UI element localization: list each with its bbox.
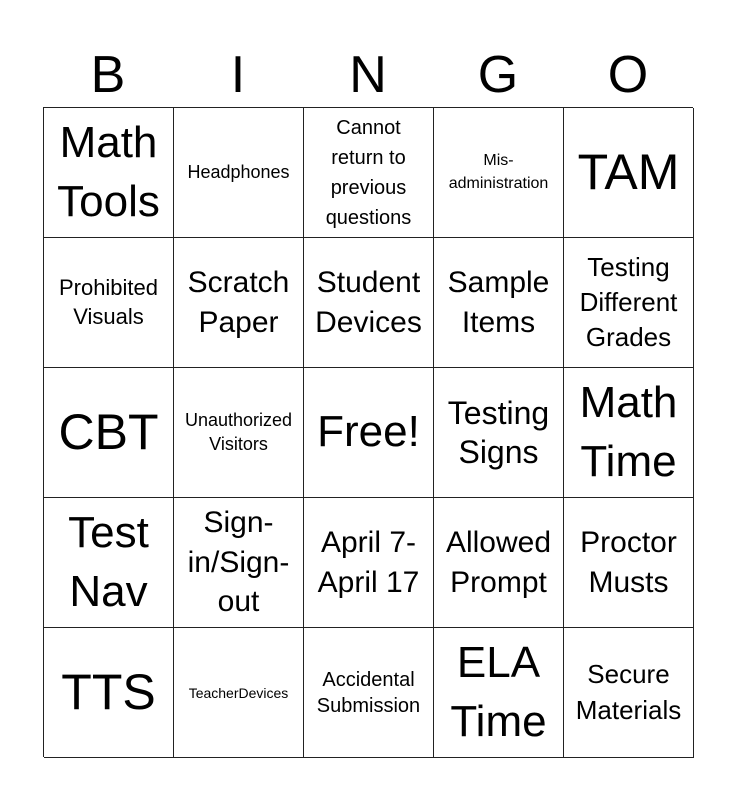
header-letter-i: I xyxy=(230,46,246,104)
bingo-cell[interactable] xyxy=(564,108,694,238)
bingo-cell[interactable] xyxy=(174,498,304,628)
cell-label: Math Tools xyxy=(57,118,160,226)
header-letter-n: N xyxy=(349,46,387,104)
header-letter-o: O xyxy=(607,46,649,104)
cell-label: TAM xyxy=(577,144,680,201)
cell-label: Unauthorized Visitors xyxy=(184,410,293,454)
bingo-cell[interactable] xyxy=(44,368,174,498)
bingo-cell[interactable] xyxy=(564,238,694,368)
bingo-cell[interactable] xyxy=(434,238,564,368)
cell-label: TTS xyxy=(61,664,156,721)
bingo-cell[interactable] xyxy=(434,628,564,758)
bingo-grid xyxy=(43,107,693,757)
cell-label: ELA Time xyxy=(450,638,547,746)
bingo-cell[interactable] xyxy=(434,108,564,238)
cell-label: Student Devices xyxy=(315,265,422,339)
cell-label: Sample Items xyxy=(447,265,550,339)
bingo-cell[interactable] xyxy=(174,368,304,498)
cell-label: April 7-April 17 xyxy=(317,525,420,599)
bingo-cell[interactable] xyxy=(304,368,434,498)
header-letter-g: G xyxy=(477,46,519,104)
bingo-cell[interactable] xyxy=(304,628,434,758)
cell-label: Cannot return to previous questions xyxy=(325,116,412,229)
cell-label: CBT xyxy=(58,404,159,461)
header-letter-b: B xyxy=(90,46,126,104)
bingo-cell[interactable] xyxy=(434,498,564,628)
cell-label: Prohibited Visuals xyxy=(58,274,159,329)
bingo-cell[interactable] xyxy=(174,238,304,368)
cell-label: Accidental Submission xyxy=(316,668,421,717)
cell-label: Allowed Prompt xyxy=(445,525,552,599)
bingo-header xyxy=(43,40,693,110)
bingo-cell[interactable] xyxy=(44,238,174,368)
cell-label: TeacherDevices xyxy=(188,684,289,701)
bingo-cell[interactable] xyxy=(304,498,434,628)
cell-label: Testing Signs xyxy=(447,395,550,470)
bingo-cell[interactable] xyxy=(434,368,564,498)
bingo-cell[interactable] xyxy=(304,238,434,368)
bingo-cell[interactable] xyxy=(44,108,174,238)
bingo-cell[interactable] xyxy=(44,628,174,758)
bingo-cell[interactable] xyxy=(44,498,174,628)
cell-label: Testing Different Grades xyxy=(579,251,678,353)
cell-label: Headphones xyxy=(187,161,290,182)
bingo-cell[interactable] xyxy=(564,498,694,628)
cell-label: Free! xyxy=(317,407,420,457)
bingo-cell[interactable] xyxy=(564,368,694,498)
cell-label: Scratch Paper xyxy=(187,265,290,339)
cell-label: Secure Materials xyxy=(575,659,682,725)
bingo-cell[interactable] xyxy=(174,108,304,238)
cell-label: Math Time xyxy=(579,378,678,486)
bingo-cell[interactable] xyxy=(174,628,304,758)
bingo-cell[interactable] xyxy=(564,628,694,758)
bingo-cell[interactable] xyxy=(304,108,434,238)
cell-label: Sign-in/Sign-out xyxy=(187,506,290,619)
cell-label: Mis-administration xyxy=(448,152,549,192)
cell-label: Test Nav xyxy=(68,508,149,616)
cell-label: Proctor Musts xyxy=(580,525,677,599)
